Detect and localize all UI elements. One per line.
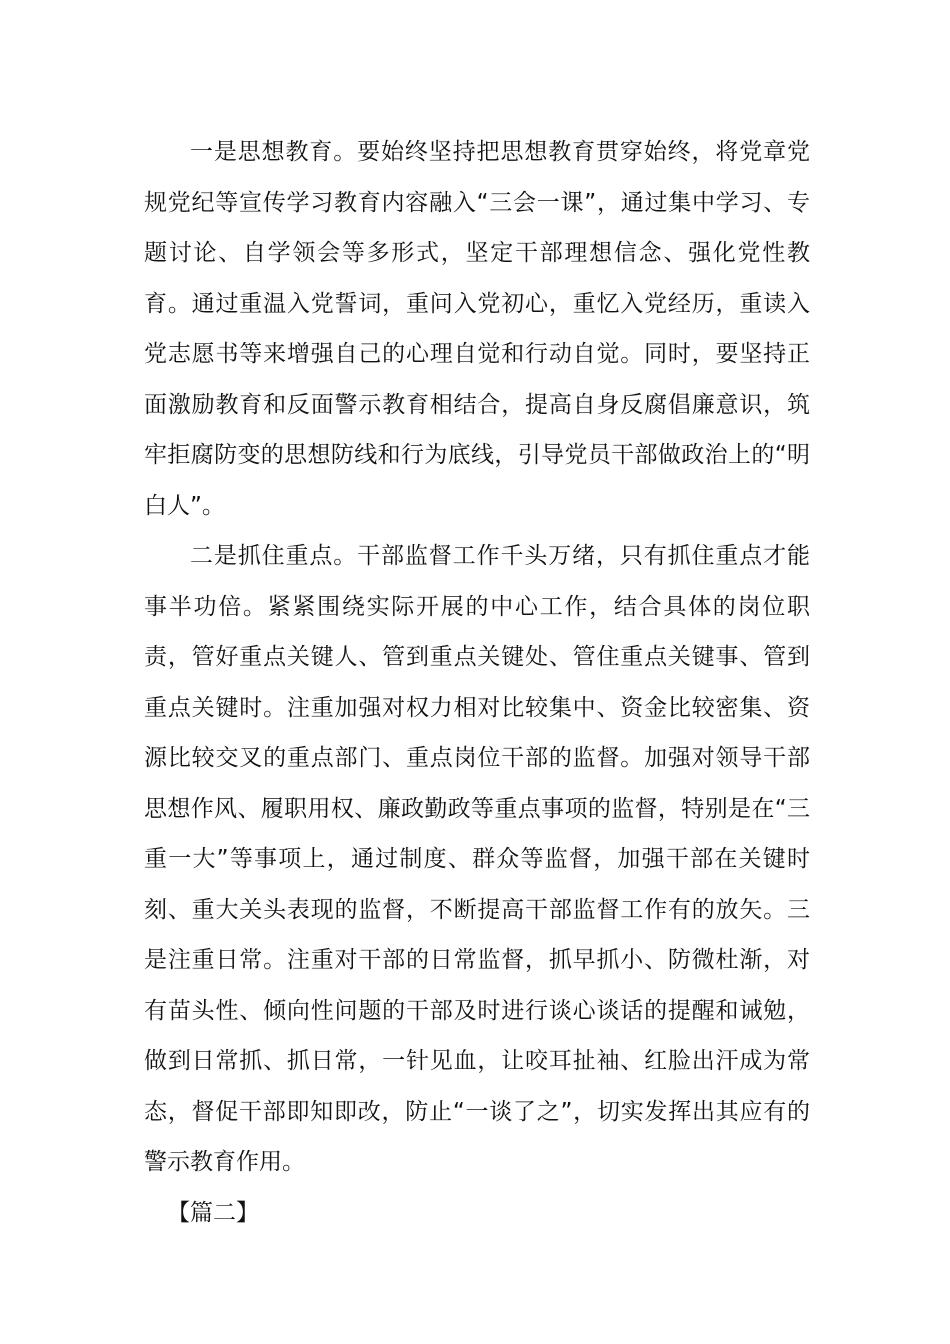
paragraph-focus-on-key-points: 二是抓住重点。干部监督工作千头万绪，只有抓住重点才能事半功倍。紧紧围绕实际开展的中心工作，结合具体的岗位职责，管好重点关键人、管到重点关键处、管住重点关键事、管到重点关键时。注重加强对权力相对比较集中、资金比较密集、资源比较交叉的重点部门、重点岗位干部的监督。加强对领导干部思想作风、履职用权、廉政勤政等重点事项的监督，特别是在“三重一大”等事项上，通过制度、群众等监督，加强干部在关键时刻、重大关头表现的监督，不断提高干部监督工作有的放矢。三是注重日常。注重对干部的日常监督，抓早抓小、防微杜渐，对有苗头性、倾向性问题的干部及时进行谈心谈话的提醒和诫勉，做到日常抓、抓日常，一针见血，让咬耳扯袖、红脸出汗成为常态，督促干部即知即改，防止“一谈了之”，切实发挥出其应有的警示教育作用。 [144, 543, 810, 1175]
paragraph-ideological-education: 一是思想教育。要始终坚持把思想教育贯穿始终，将党章党规党纪等宣传学习教育内容融入“三会一课”，通过集中学习、专题讨论、自学领会等多形式，坚定干部理想信念、强化党性教育。通过重温入党誓词，重问入党初心，重忆入党经历，重读入党志愿书等来增强自己的心理自觉和行动自觉。同时，要坚持正面激励教育和反面警示教育相结合，提高自身反腐倡廉意识，筑牢拒腐防变的思想防线和行为底线，引导党员干部做政治上的“明白人”。 [144, 139, 810, 519]
section-heading: 【篇二】 [167, 1199, 259, 1226]
document-body [144, 127, 810, 1238]
